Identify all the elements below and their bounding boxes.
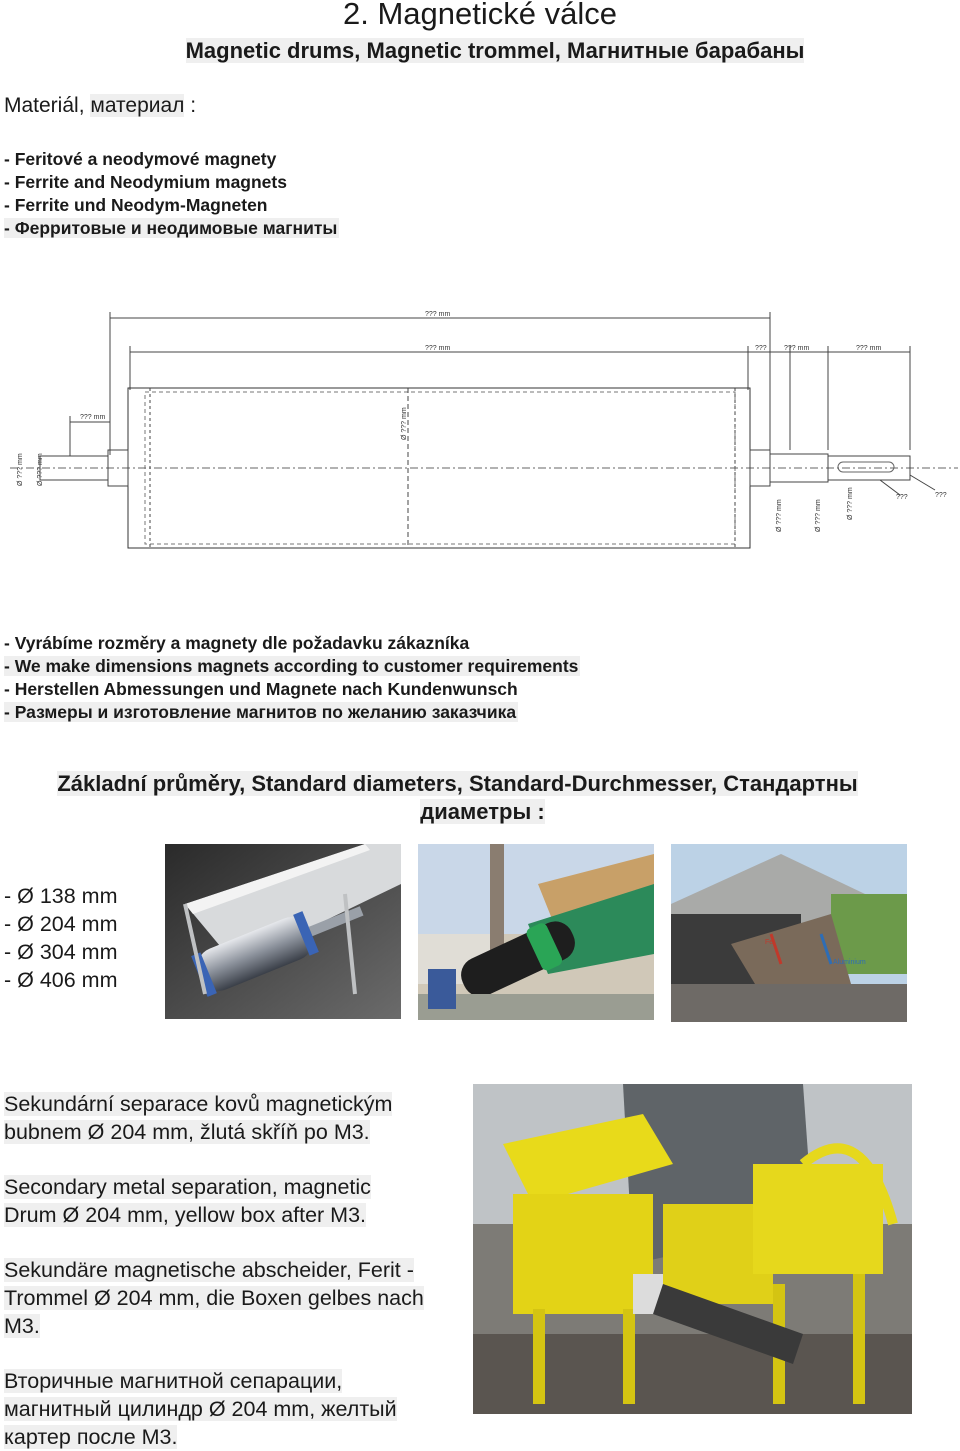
dim-label-q1: ??? [755, 345, 767, 352]
dim-label-r1: ??? mm [784, 345, 810, 352]
list-item: - Vyrábíme rozměry a magnety dle požadavku zákazníka [4, 633, 470, 653]
dim-label-l1: Ø ??? mm [17, 453, 24, 486]
material-colon: : [190, 94, 197, 117]
secondary-text-cz: Sekundární separace kovů magnetickým bubnem Ø 204 mm, žlutá skříň po M3. [4, 1092, 393, 1144]
list-item: - Ø 406 mm [4, 968, 118, 992]
subtitle-text: Magnetic drums, Magnetic trommel, Магнитные барабаны [185, 38, 805, 63]
dim-label-key2: ??? [935, 492, 947, 499]
list-item: - Ø 138 mm [4, 884, 118, 908]
standard-heading-line2: диаметры : [420, 799, 545, 824]
diameter-list [4, 882, 118, 994]
secondary-text-de: Sekundäre magnetische abscheider, Ferit -Trommel Ø 204 mm, die Boxen gelbes nach M3. [4, 1258, 424, 1338]
list-item: - Ø 304 mm [4, 940, 118, 964]
dim-label-r3: Ø ??? mm [776, 499, 783, 532]
material-list [4, 148, 339, 240]
dim-label-l2: Ø ??? mm [37, 453, 44, 486]
dim-label-key1: ??? [896, 494, 908, 501]
list-item: - Размеры и изготовление магнитов по желанию заказчика [4, 702, 517, 722]
standard-heading [0, 770, 915, 826]
photo-conveyor-drum [165, 844, 401, 1019]
dim-label-body: ??? mm [425, 345, 451, 352]
secondary-text-en: Secondary metal separation, magnetic Drum Ø 204 mm, yellow box after M3. [4, 1175, 371, 1227]
dim-label-r4: Ø ??? mm [815, 499, 822, 532]
material-label-ru: материал [90, 94, 185, 117]
list-item: - Ferrite and Neodymium magnets [4, 172, 287, 192]
photo-yellow-separator [473, 1084, 912, 1414]
secondary-text-ru: Вторичные магнитной сепарации, магнитный цилиндр Ø 204 mm, желтый картер после M3. [4, 1369, 397, 1449]
dim-label-drum-dia: Ø ??? mm [401, 407, 408, 440]
photo-drum-installation [418, 844, 654, 1020]
list-item: - We make dimensions magnets according to customer requirements [4, 656, 579, 676]
list-item: - Feritové a neodymové magnety [4, 149, 277, 169]
custom-list [4, 632, 580, 724]
drum-technical-drawing [0, 300, 960, 560]
material-label-cz: Materiál, [4, 94, 85, 117]
standard-heading-line1: Základní průměry, Standard diameters, Standard-Durchmesser, Стандартны [57, 771, 858, 796]
keyway [838, 462, 894, 472]
photo3-label-fe: Fe [765, 939, 774, 946]
dim-label-r5: Ø ??? mm [847, 487, 854, 520]
page-title: 2. Magnetické válce [343, 0, 617, 31]
dim-label-r2: ??? mm [856, 345, 882, 352]
list-item: - Ø 204 mm [4, 912, 118, 936]
material-label [4, 94, 196, 118]
list-item: - Ферритовые и неодимовые магниты [4, 218, 338, 238]
list-item: - Ferrite und Neodym-Magneten [4, 195, 268, 215]
photo3-label-al: Aluminium [833, 959, 866, 966]
dim-label-total: ??? mm [425, 311, 451, 318]
list-item: - Herstellen Abmessungen und Magnete nach Kundenwunsch [4, 679, 518, 699]
photo-separation-plant [671, 844, 907, 1022]
dim-label-left-small: ??? mm [80, 414, 106, 421]
page-subtitle [0, 38, 960, 64]
